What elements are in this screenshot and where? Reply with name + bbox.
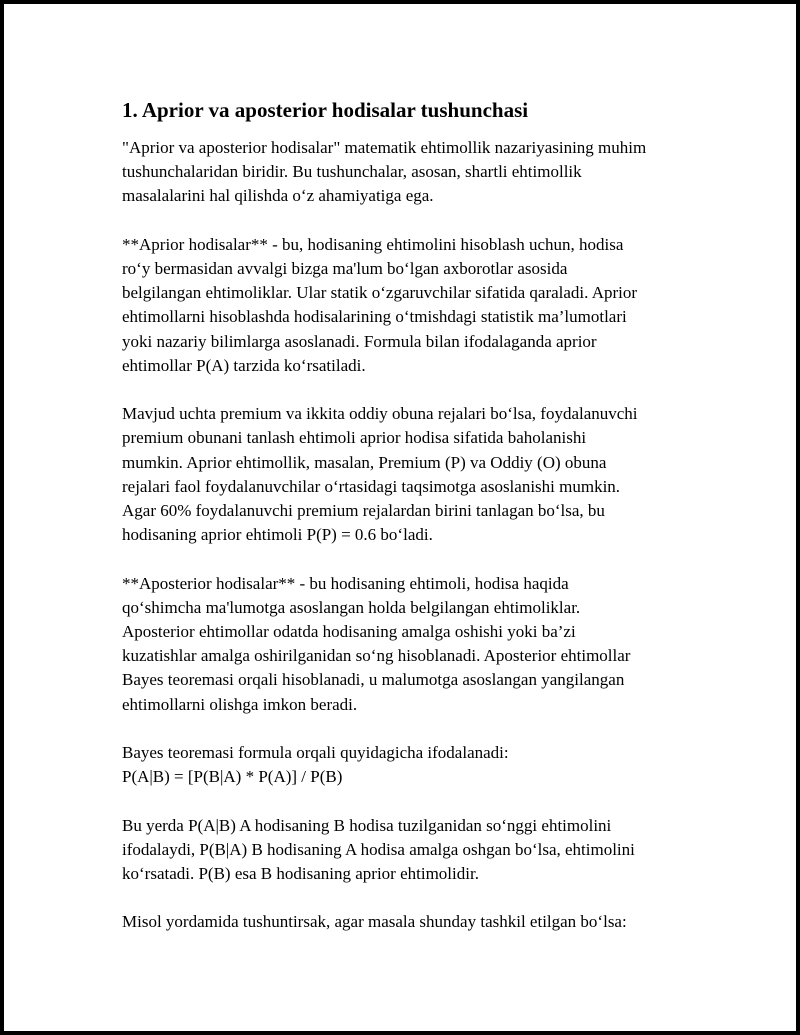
paragraph-aposterior [122,572,712,717]
text-line: rejalari faol foydalanuvchilar o‘rtasidagi taqsimotga asoslanishi mumkin. [122,476,621,496]
text-line: hodisaning aprior ehtimoli P(P) = 0.6 bo‘ladi. [122,525,433,545]
formula-line: P(A|B) = [P(B|A) * P(A)] / P(B) [122,767,343,787]
text-line: Aposterior ehtimollar odatda hodisaning amalga oshishi yoki ba’zi [122,622,576,642]
text-line: Mavjud uchta premium va ikkita oddiy obuna rejalari bo‘lsa, foydalanuvchi [122,404,638,424]
text-line: Misol yordamida tushuntirsak, agar masala shunday tashkil etilgan bo‘lsa: [122,912,627,932]
text-line: yoki nazariy bilimlarga asoslanadi. Formula bilan ifodalaganda aprior [122,331,597,351]
text-line: premium obunani tanlash ehtimoli aprior hodisa sifatida baholanishi [122,428,587,448]
text-line: mumkin. Aprior ehtimollik, masalan, Premium (P) va Oddiy (O) obuna [122,452,607,472]
text-line: **Aprior hodisalar** - bu, hodisaning ehtimolini hisoblash uchun, hodisa [122,234,624,254]
text-line: "Aprior va aposterior hodisalar" matematik ehtimollik nazariyasining muhim [122,138,647,157]
text-line: qo‘shimcha ma'lumotga asoslangan holda belgilangan ehtimoliklar. [122,597,581,617]
section-title: 1. Aprior va aposterior hodisalar tushunchasi [122,98,529,122]
text-line: Bayes teoremasi orqali hisoblanadi, u malumotga asoslangan yangilangan [122,670,625,690]
paragraph-intro [122,136,712,209]
text-line: **Aposterior hodisalar** - bu hodisaning ehtimoli, hodisa haqida [122,573,569,593]
text-line: belgilangan ehtimoliklar. Ular statik o‘zgaruvchilar sifatida qaraladi. Aprior [122,283,638,303]
text-line: Agar 60% foydalanuvchi premium rejalardan birini tanlagan bo‘lsa, bu [122,501,605,521]
paragraph-formula-explanation [122,814,712,887]
document-content [122,96,712,959]
paragraph-example-premium [122,402,712,547]
text-line: ehtimollarni olishga imkon beradi. [122,694,358,714]
paragraph-bayes-formula [122,741,712,789]
text-line: tushunchalaridan biridir. Bu tushunchalar, asosan, shartli ehtimollik [122,162,582,182]
text-line: kuzatishlar amalga oshirilganidan so‘ng hisoblanadi. Aposterior ehtimollar [122,646,631,666]
text-line: ko‘rsatadi. P(B) esa B hodisaning aprior ehtimolidir. [122,864,479,884]
text-line: masalalarini hal qilishda o‘z ahamiyatiga ega. [122,186,434,206]
text-line: Bu yerda P(A|B) A hodisaning B hodisa tuzilganidan so‘nggi ehtimolini [122,815,612,835]
text-line: ehtimollar P(A) tarzida ko‘rsatiladi. [122,355,366,375]
paragraph-aprior [122,233,712,378]
text-line: ifodalaydi, P(B|A) B hodisaning A hodisa amalga oshgan bo‘lsa, ehtimolini [122,839,635,859]
text-line: ro‘y bermasidan avvalgi bizga ma'lum bo‘lgan axborotlar asosida [122,259,568,278]
text-line: ehtimollarni hisoblashda hodisalarining o‘tmishdagi statistik ma’lumotlari [122,307,627,327]
text-line: Bayes teoremasi formula orqali quyidagicha ifodalanadi: [122,743,509,763]
paragraph-example-intro [122,910,712,934]
